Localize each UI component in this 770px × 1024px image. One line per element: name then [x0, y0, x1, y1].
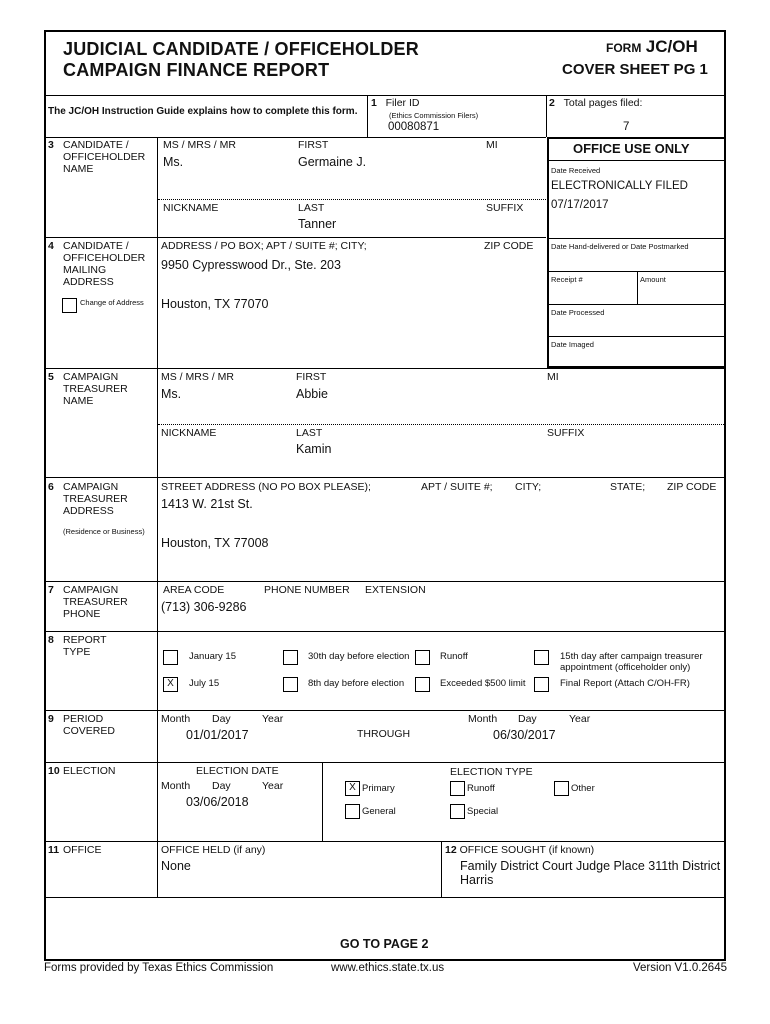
go-to-page-2: GO TO PAGE 2 — [340, 937, 429, 951]
report-type-label-30th-day: 30th day before election — [308, 651, 410, 662]
period-from-month-label: Month — [161, 713, 191, 725]
total-pages-label: 2 Total pages filed: — [549, 97, 643, 109]
date-processed-label: Date Processed — [551, 308, 605, 317]
report-type-label-final-report: Final Report (Attach C/OH-FR) — [560, 678, 690, 689]
office-sought-line1: Family District Court Judge Place 311th District — [460, 859, 721, 873]
treasurer-address-note: (Residence or Business) — [63, 527, 145, 536]
treasurer-state-label: STATE; — [610, 481, 646, 493]
period-to-month-label: Month — [468, 713, 498, 725]
treasurer-last-name: Kamin — [296, 442, 332, 456]
treasurer-salutation-label: MS / MRS / MR — [161, 371, 234, 383]
report-type-label-exceeded-500: Exceeded $500 limit — [440, 678, 526, 689]
report-type-checkbox-runoff[interactable] — [415, 650, 430, 665]
candidate-salutation-label: MS / MRS / MR — [163, 139, 236, 151]
section-9-label: PERIOD COVERED — [63, 713, 115, 737]
candidate-address-line1: 9950 Cypresswood Dr., Ste. 203 — [161, 258, 341, 272]
section-11-number: 11 — [48, 844, 60, 856]
election-type-label-other: Other — [571, 783, 595, 794]
period-from-day-label: Day — [212, 713, 231, 725]
treasurer-mi-label: MI — [547, 371, 559, 383]
phone-number-label: PHONE NUMBER — [264, 584, 350, 596]
treasurer-street-label: STREET ADDRESS (NO PO BOX PLEASE); — [161, 481, 371, 493]
treasurer-nickname-label: NICKNAME — [161, 427, 217, 439]
report-type-label-july-15: July 15 — [189, 678, 220, 689]
section-9-number: 9 — [48, 713, 54, 725]
section-4-number: 4 — [48, 240, 54, 252]
election-type-checkbox-runoff[interactable] — [450, 781, 465, 796]
candidate-suffix-label: SUFFIX — [486, 202, 524, 214]
filing-date: 07/17/2017 — [551, 199, 609, 211]
election-date: 03/06/2018 — [186, 795, 249, 809]
footer-version: Version V1.0.2645 — [633, 962, 727, 974]
footer-website: www.ethics.state.tx.us — [331, 962, 445, 974]
cover-sheet-label: COVER SHEET PG 1 — [562, 61, 708, 78]
period-to-day-label: Day — [518, 713, 537, 725]
treasurer-salutation: Ms. — [161, 387, 182, 401]
section-6-number: 6 — [48, 481, 54, 493]
report-type-checkbox-january-15[interactable] — [163, 650, 178, 665]
section-7-label: CAMPAIGN TREASURER PHONE — [63, 584, 128, 620]
report-type-checkbox-exceeded-500[interactable] — [415, 677, 430, 692]
candidate-mi-label: MI — [486, 139, 498, 151]
total-pages-value: 7 — [623, 121, 630, 133]
treasurer-zip-label: ZIP CODE — [667, 481, 717, 493]
treasurer-apt-label: APT / SUITE #; — [421, 481, 493, 493]
form-code: FORM JC/OH — [606, 37, 698, 56]
extension-label: EXTENSION — [365, 584, 426, 596]
election-type-checkbox-special[interactable] — [450, 804, 465, 819]
treasurer-last-label: LAST — [296, 427, 323, 439]
instruction-text: The JC/OH Instruction Guide explains how to complete this form. — [48, 106, 358, 117]
amount-label: Amount — [640, 275, 666, 284]
receipt-label: Receipt # — [551, 275, 583, 284]
section-8-label: REPORT TYPE — [63, 634, 107, 658]
office-sought-line2: Harris — [460, 873, 494, 887]
election-month-label: Month — [161, 780, 191, 792]
office-sought-label: 12 OFFICE SOUGHT (if known) — [445, 844, 595, 856]
election-year-label: Year — [262, 780, 284, 792]
section-7-number: 7 — [48, 584, 54, 596]
candidate-address-fields-label: ADDRESS / PO BOX; APT / SUITE #; CITY; — [161, 240, 367, 252]
period-to-year-label: Year — [569, 713, 591, 725]
office-use-title: OFFICE USE ONLY — [573, 141, 690, 156]
form-title-line2: CAMPAIGN FINANCE REPORT — [63, 60, 330, 80]
election-day-label: Day — [212, 780, 231, 792]
section-10-label: ELECTION — [63, 765, 116, 777]
election-type-checkbox-other[interactable] — [554, 781, 569, 796]
election-type-label-primary: Primary — [362, 783, 395, 794]
period-from-date: 01/01/2017 — [186, 728, 249, 742]
treasurer-city-label: CITY; — [515, 481, 542, 493]
treasurer-address-line2: Houston, TX 77008 — [161, 536, 269, 550]
candidate-nickname-label: NICKNAME — [163, 202, 219, 214]
election-type-label: ELECTION TYPE — [450, 766, 533, 778]
candidate-zip-label: ZIP CODE — [484, 240, 534, 252]
section-5-number: 5 — [48, 371, 54, 383]
form-title-line1: JUDICIAL CANDIDATE / OFFICEHOLDER — [63, 39, 419, 59]
election-date-label: ELECTION DATE — [196, 765, 279, 777]
candidate-address-line2: Houston, TX 77070 — [161, 297, 269, 311]
candidate-last-label: LAST — [298, 202, 325, 214]
date-imaged-label: Date Imaged — [551, 340, 594, 349]
footer-provider: Forms provided by Texas Ethics Commission — [44, 962, 274, 974]
candidate-first-label: FIRST — [298, 139, 329, 151]
section-5-label: CAMPAIGN TREASURER NAME — [63, 371, 128, 407]
report-type-checkbox-15th-day[interactable] — [534, 650, 549, 665]
election-type-checkbox-primary[interactable]: X — [345, 781, 360, 796]
change-of-address-checkbox[interactable] — [62, 298, 77, 313]
report-type-label-january-15: January 15 — [189, 651, 237, 662]
area-code-label: AREA CODE — [163, 584, 225, 596]
office-held-label: OFFICE HELD (if any) — [161, 844, 266, 856]
period-from-year-label: Year — [262, 713, 284, 725]
report-type-checkbox-july-15[interactable]: X — [163, 677, 178, 692]
date-received-label: Date Received — [551, 166, 601, 175]
filer-id-value: 00080871 — [388, 121, 440, 133]
office-held-value: None — [161, 859, 191, 873]
treasurer-first-name: Abbie — [296, 387, 328, 401]
election-type-label-special: Special — [467, 806, 499, 817]
report-type-label-15th-day: 15th day after campaign treasurer appointment (officeholder only) — [560, 651, 703, 673]
filer-id-label: 1 Filer ID — [371, 97, 420, 109]
treasurer-first-label: FIRST — [296, 371, 327, 383]
candidate-first-name: Germaine J. — [298, 155, 367, 169]
treasurer-suffix-label: SUFFIX — [547, 427, 585, 439]
candidate-salutation: Ms. — [163, 155, 184, 169]
hand-delivered-label: Date Hand-delivered or Date Postmarked — [551, 242, 689, 251]
report-type-label-8th-day: 8th day before election — [308, 678, 405, 689]
section-11-label: OFFICE — [63, 844, 102, 856]
report-type-checkbox-30th-day[interactable] — [283, 650, 298, 665]
period-through-label: THROUGH — [357, 728, 411, 740]
section-4-label: CANDIDATE / OFFICEHOLDER MAILING ADDRESS — [63, 240, 146, 288]
report-type-label-runoff: Runoff — [440, 651, 468, 662]
section-3-number: 3 — [48, 139, 54, 151]
section-3-label: CANDIDATE / OFFICEHOLDER NAME — [63, 139, 146, 175]
election-type-checkbox-general[interactable] — [345, 804, 360, 819]
filer-id-note: (Ethics Commission Filers) — [389, 111, 479, 120]
change-of-address-label: Change of Address — [80, 298, 144, 307]
section-6-label: CAMPAIGN TREASURER ADDRESS — [63, 481, 128, 517]
treasurer-address-line1: 1413 W. 21st St. — [161, 497, 253, 511]
election-type-label-runoff: Runoff — [467, 783, 495, 794]
report-type-checkbox-final-report[interactable] — [534, 677, 549, 692]
period-to-date: 06/30/2017 — [493, 728, 556, 742]
candidate-last-name: Tanner — [298, 217, 337, 231]
treasurer-phone-value: (713) 306-9286 — [161, 600, 247, 614]
section-10-number: 10 — [48, 765, 60, 777]
election-type-label-general: General — [362, 806, 396, 817]
section-8-number: 8 — [48, 634, 54, 646]
report-type-checkbox-8th-day[interactable] — [283, 677, 298, 692]
filing-status: ELECTRONICALLY FILED — [551, 180, 688, 192]
